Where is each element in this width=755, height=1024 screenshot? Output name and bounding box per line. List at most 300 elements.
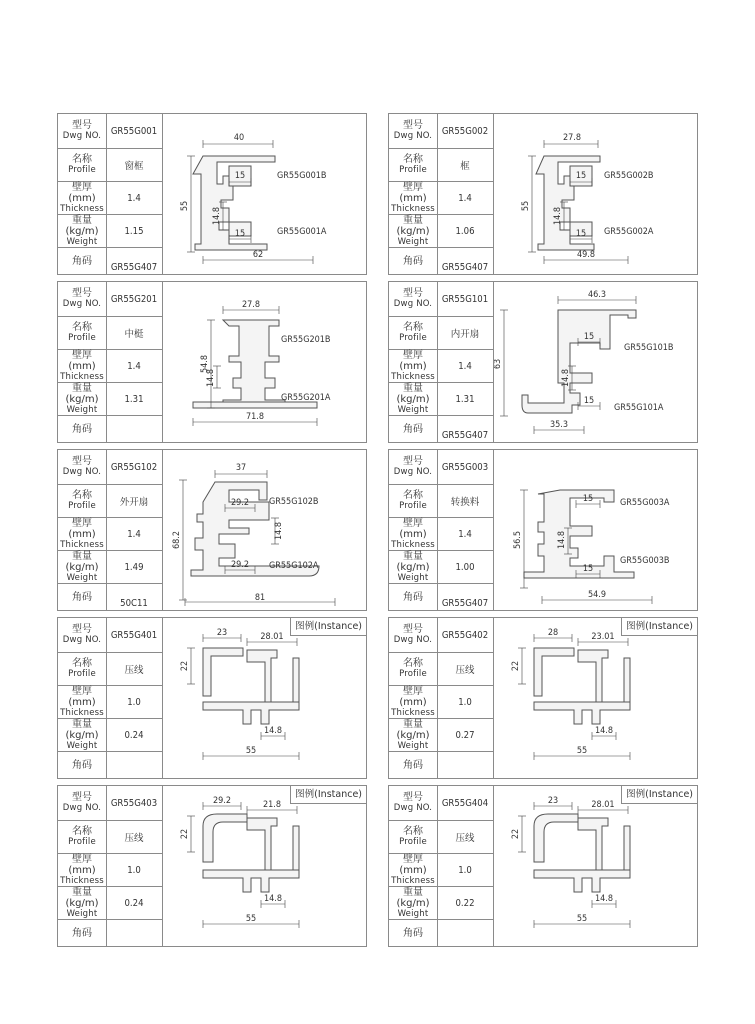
- spec-row-dwg: [389, 114, 493, 149]
- spec-label-profile: [389, 821, 438, 853]
- spec-label-code: [58, 920, 107, 947]
- spec-label-zh: 重量 (kg/m): [65, 382, 99, 405]
- spec-table: [58, 114, 163, 274]
- spec-row-thick: [389, 518, 493, 551]
- corner-code: [437, 752, 493, 779]
- part-label-a: GR55G102A: [269, 561, 319, 571]
- dim-a: 23: [216, 628, 228, 638]
- weight-value: 0.22: [455, 897, 475, 909]
- spec-row-profile: [389, 317, 493, 350]
- dim-inner-2: 15: [234, 229, 246, 239]
- dim-height: 56.5: [513, 530, 523, 550]
- spec-label-thick: [58, 854, 107, 886]
- profile-card: [388, 281, 698, 443]
- spec-label-zh: 壁厚 (mm): [68, 685, 96, 708]
- spec-label-zh: 重量 (kg/m): [396, 550, 430, 573]
- spec-label-zh: 型号: [403, 456, 423, 467]
- dim-top-width: 37: [235, 463, 247, 473]
- dim-top-width: 46.3: [587, 290, 607, 300]
- spec-label-dwg: [58, 786, 107, 820]
- part-label-a: GR55G001A: [277, 227, 327, 237]
- spec-label-en: Thickness: [60, 371, 104, 382]
- spec-row-thick: [58, 518, 162, 551]
- dim-gap: 14.8: [263, 726, 283, 736]
- spec-label-en: Thickness: [391, 875, 435, 886]
- spec-row-profile: [58, 149, 162, 182]
- spec-label-profile: [58, 485, 107, 517]
- spec-row-weight: [58, 215, 162, 248]
- part-label-b: GR55G003B: [620, 556, 670, 566]
- spec-label-profile: [389, 149, 438, 181]
- spec-label-weight: [389, 719, 438, 751]
- spec-label-en: Thickness: [60, 539, 104, 550]
- spec-row-code: [58, 416, 162, 443]
- profile-section-shape: [203, 648, 243, 696]
- spec-table: [58, 618, 163, 778]
- profile-drawing-svg: [494, 786, 697, 946]
- dim-bottom: 35.3: [549, 420, 569, 430]
- spec-label-en: Thickness: [391, 539, 435, 550]
- spec-label-en: Dwg NO.: [393, 803, 433, 813]
- spec-label-thick: [58, 182, 107, 214]
- part-label-b: GR55G102B: [269, 497, 319, 507]
- spec-row-profile: [58, 485, 162, 518]
- dim-inner-2: 29.2: [230, 560, 250, 570]
- dim-gap: 14.8: [553, 206, 563, 226]
- dim-height: 63: [494, 358, 503, 370]
- profile-name: 窗框: [124, 161, 144, 172]
- spec-label-dwg: [389, 282, 438, 316]
- spec-row-thick: [58, 854, 162, 887]
- spec-label-en: Dwg NO.: [393, 299, 433, 309]
- spec-label-zh: 名称: [403, 490, 423, 501]
- spec-row-dwg: [58, 282, 162, 317]
- spec-label-zh: 壁厚 (mm): [399, 181, 427, 204]
- spec-row-weight: [58, 719, 162, 752]
- spec-row-profile: [58, 821, 162, 854]
- spec-row-code: [58, 752, 162, 779]
- spec-table: [389, 282, 494, 442]
- spec-label-en: Dwg NO.: [393, 467, 433, 477]
- dim-height: 55: [521, 200, 531, 212]
- profile-drawing-svg: [494, 282, 697, 442]
- spec-label-thick: [58, 686, 107, 718]
- spec-label-thick: [389, 854, 438, 886]
- dwg-number: GR55G404: [441, 797, 489, 809]
- spec-label-zh: 角码: [72, 256, 92, 267]
- dwg-number: GR55G102: [110, 461, 158, 473]
- spec-label-zh: 型号: [403, 288, 423, 299]
- profile-card: [57, 281, 367, 443]
- corner-code: [106, 920, 162, 947]
- dim-h: 22: [511, 660, 521, 672]
- profile-section-shape: [624, 658, 630, 702]
- dwg-number: GR55G402: [441, 629, 489, 641]
- dim-bottom: 55: [245, 746, 257, 756]
- profile-drawing: [163, 114, 366, 274]
- spec-label-en: Dwg NO.: [62, 299, 102, 309]
- spec-row-dwg: [389, 450, 493, 485]
- wall-thickness: 1.4: [127, 360, 141, 372]
- spec-label-en: Weight: [66, 404, 98, 415]
- spec-label-en: Weight: [397, 572, 429, 583]
- spec-label-weight: [58, 551, 107, 583]
- profile-section-shape: [578, 650, 608, 702]
- spec-row-weight: [389, 719, 493, 752]
- wall-thickness: 1.0: [127, 864, 141, 876]
- spec-label-en: Thickness: [60, 707, 104, 718]
- spec-label-zh: 壁厚 (mm): [399, 853, 427, 876]
- spec-label-en: Dwg NO.: [62, 131, 102, 141]
- profile-drawing-svg: [163, 282, 366, 442]
- dim-inner: 15: [575, 171, 587, 181]
- profile-section-shape: [293, 658, 299, 702]
- corner-code: [106, 416, 162, 443]
- spec-row-code: [58, 584, 162, 611]
- profile-card: [57, 449, 367, 611]
- spec-label-en: Weight: [66, 908, 98, 919]
- part-label-a: GR55G002A: [604, 227, 654, 237]
- corner-code: GR55G407: [441, 262, 489, 273]
- spec-label-weight: [389, 887, 438, 919]
- spec-row-dwg: [58, 618, 162, 653]
- dim-bottom: 55: [576, 914, 588, 924]
- spec-label-dwg: [389, 786, 438, 820]
- spec-row-dwg: [58, 450, 162, 485]
- spec-label-en: Dwg NO.: [62, 635, 102, 645]
- spec-label-zh: 型号: [403, 792, 423, 803]
- profile-card: [388, 617, 698, 779]
- weight-value: 1.00: [455, 561, 475, 573]
- spec-row-code: [58, 248, 162, 275]
- profile-card: [57, 617, 367, 779]
- spec-label-thick: [389, 518, 438, 550]
- dim-a: 29.2: [212, 796, 232, 806]
- spec-label-en: Thickness: [60, 203, 104, 214]
- spec-label-weight: [389, 383, 438, 415]
- dim-bottom: 54.9: [587, 590, 607, 600]
- profile-drawing: [163, 450, 366, 610]
- dim-bottom: 71.8: [245, 412, 265, 422]
- spec-label-profile: [58, 821, 107, 853]
- profile-section-shape: [624, 826, 630, 870]
- spec-label-dwg: [58, 114, 107, 148]
- spec-label-zh: 重量 (kg/m): [65, 550, 99, 573]
- profile-name: 框: [460, 161, 470, 172]
- profile-card: [388, 785, 698, 947]
- profile-section-shape: [534, 814, 578, 862]
- dim-gap: 14.8: [594, 726, 614, 736]
- dim-gap: 14.8: [561, 368, 571, 388]
- spec-label-dwg: [58, 282, 107, 316]
- profile-drawing: [163, 618, 366, 778]
- spec-row-code: [389, 920, 493, 947]
- spec-label-zh: 壁厚 (mm): [399, 349, 427, 372]
- spec-label-zh: 型号: [72, 456, 92, 467]
- wall-thickness: 1.4: [458, 360, 472, 372]
- dwg-number: GR55G403: [110, 797, 158, 809]
- profile-drawing: [494, 786, 697, 946]
- spec-row-dwg: [389, 786, 493, 821]
- spec-label-zh: 壁厚 (mm): [68, 181, 96, 204]
- spec-label-en: Thickness: [391, 371, 435, 382]
- dim-inner: 29.2: [230, 498, 250, 508]
- spec-label-thick: [58, 518, 107, 550]
- profile-drawing-svg: [494, 114, 697, 274]
- dim-inner-2: 15: [582, 564, 594, 574]
- profile-drawing-svg: [163, 450, 366, 610]
- spec-label-profile: [58, 317, 107, 349]
- spec-row-thick: [58, 182, 162, 215]
- spec-label-en: Profile: [68, 501, 96, 511]
- corner-code: GR55G407: [441, 430, 489, 441]
- weight-value: 1.31: [455, 393, 475, 405]
- spec-row-profile: [58, 317, 162, 350]
- dim-bottom: 55: [576, 746, 588, 756]
- spec-label-zh: 重量 (kg/m): [65, 886, 99, 909]
- spec-label-zh: 型号: [72, 624, 92, 635]
- spec-row-weight: [58, 383, 162, 416]
- spec-row-dwg: [389, 618, 493, 653]
- dim-b: 23.01: [591, 632, 615, 642]
- spec-label-zh: 角码: [403, 760, 423, 771]
- spec-label-zh: 重量 (kg/m): [396, 214, 430, 237]
- spec-label-zh: 角码: [72, 928, 92, 939]
- spec-label-zh: 壁厚 (mm): [68, 517, 96, 540]
- spec-label-en: Profile: [399, 837, 427, 847]
- spec-label-dwg: [389, 618, 438, 652]
- dim-top-width: 27.8: [241, 300, 261, 310]
- spec-label-zh: 重量 (kg/m): [396, 886, 430, 909]
- profile-section-shape: [247, 650, 277, 702]
- spec-label-en: Profile: [399, 333, 427, 343]
- spec-label-zh: 角码: [72, 592, 92, 603]
- spec-label-code: [58, 752, 107, 779]
- corner-code: GR55G407: [110, 262, 158, 273]
- dim-top-width: 40: [233, 133, 245, 143]
- part-label-b: GR55G101B: [624, 343, 674, 353]
- corner-code: [106, 752, 162, 779]
- spec-label-zh: 名称: [403, 658, 423, 669]
- wall-thickness: 1.0: [127, 696, 141, 708]
- profile-section-shape: [203, 814, 247, 862]
- profile-section-shape: [578, 818, 608, 870]
- weight-value: 0.27: [455, 729, 475, 741]
- spec-label-en: Thickness: [391, 203, 435, 214]
- dim-gap: 14.8: [206, 368, 216, 388]
- profile-section-shape: [223, 320, 285, 406]
- part-label-a: GR55G003A: [620, 498, 670, 508]
- spec-label-zh: 名称: [72, 322, 92, 333]
- spec-label-zh: 型号: [72, 288, 92, 299]
- dwg-number: GR55G003: [441, 461, 489, 473]
- dwg-number: GR55G001: [110, 125, 158, 137]
- spec-label-en: Weight: [397, 404, 429, 415]
- profile-name: 转换料: [450, 497, 480, 508]
- spec-label-zh: 壁厚 (mm): [399, 517, 427, 540]
- profile-name: 压线: [124, 833, 144, 844]
- dim-height: 55: [180, 200, 190, 212]
- wall-thickness: 1.4: [458, 528, 472, 540]
- dim-gap: 14.8: [263, 894, 283, 904]
- dim-h: 22: [180, 660, 190, 672]
- profile-name: 外开扇: [119, 497, 149, 508]
- spec-label-zh: 角码: [72, 760, 92, 771]
- wall-thickness: 1.0: [458, 864, 472, 876]
- spec-row-thick: [58, 350, 162, 383]
- dwg-number: GR55G401: [110, 629, 158, 641]
- spec-row-profile: [389, 821, 493, 854]
- spec-table: [389, 786, 494, 946]
- dim-bottom: 62: [252, 250, 264, 260]
- spec-label-en: Profile: [399, 165, 427, 175]
- spec-label-en: Profile: [399, 501, 427, 511]
- instance-tag: 图例(Instance): [290, 786, 366, 804]
- part-label-a: GR55G201A: [281, 393, 331, 403]
- spec-row-dwg: [58, 114, 162, 149]
- spec-label-thick: [389, 182, 438, 214]
- wall-thickness: 1.4: [127, 528, 141, 540]
- wall-thickness: 1.4: [458, 192, 472, 204]
- spec-row-weight: [58, 551, 162, 584]
- dim-height: 68.2: [172, 530, 182, 550]
- spec-label-zh: 名称: [72, 490, 92, 501]
- spec-table: [389, 114, 494, 274]
- spec-label-en: Profile: [68, 669, 96, 679]
- spec-label-weight: [389, 215, 438, 247]
- dim-a: 23: [547, 796, 559, 806]
- weight-value: 1.49: [124, 561, 144, 573]
- spec-label-zh: 名称: [72, 154, 92, 165]
- corner-code: 50C11: [120, 598, 148, 609]
- spec-label-en: Dwg NO.: [62, 467, 102, 477]
- spec-label-weight: [58, 887, 107, 919]
- profile-drawing-svg: [163, 114, 366, 274]
- spec-row-weight: [389, 551, 493, 584]
- spec-label-weight: [58, 215, 107, 247]
- spec-label-zh: 重量 (kg/m): [396, 718, 430, 741]
- spec-label-en: Profile: [399, 669, 427, 679]
- spec-label-code: [389, 920, 438, 947]
- dim-b: 28.01: [591, 800, 615, 810]
- profile-section-shape: [522, 310, 636, 413]
- spec-row-thick: [389, 686, 493, 719]
- profile-section-shape: [534, 870, 630, 892]
- part-label-b: GR55G201B: [281, 335, 331, 345]
- profile-drawing-svg: [494, 450, 697, 610]
- wall-thickness: 1.0: [458, 696, 472, 708]
- profile-drawing: [163, 282, 366, 442]
- dim-bottom: 49.8: [576, 250, 596, 260]
- spec-label-en: Weight: [66, 572, 98, 583]
- spec-label-zh: 壁厚 (mm): [68, 349, 96, 372]
- spec-label-zh: 壁厚 (mm): [399, 685, 427, 708]
- spec-label-weight: [389, 551, 438, 583]
- spec-row-thick: [389, 854, 493, 887]
- spec-label-zh: 型号: [403, 120, 423, 131]
- spec-label-en: Profile: [68, 837, 96, 847]
- spec-label-dwg: [389, 114, 438, 148]
- profile-name: 中梃: [124, 329, 144, 340]
- instance-tag: 图例(Instance): [621, 618, 697, 636]
- spec-label-zh: 型号: [72, 792, 92, 803]
- spec-label-zh: 角码: [403, 256, 423, 267]
- part-label-a: GR55G101A: [614, 403, 664, 413]
- spec-row-code: [389, 584, 493, 611]
- spec-label-en: Thickness: [60, 875, 104, 886]
- spec-label-dwg: [58, 450, 107, 484]
- spec-label-dwg: [389, 450, 438, 484]
- profile-section-shape: [203, 702, 299, 724]
- spec-row-code: [389, 248, 493, 275]
- spec-label-zh: 名称: [72, 658, 92, 669]
- wall-thickness: 1.4: [127, 192, 141, 204]
- profile-drawing-svg: [163, 786, 366, 946]
- spec-label-thick: [58, 350, 107, 382]
- weight-value: 0.24: [124, 729, 144, 741]
- spec-label-code: [389, 416, 438, 443]
- spec-label-profile: [389, 485, 438, 517]
- spec-table: [389, 618, 494, 778]
- dim-bottom: 55: [245, 914, 257, 924]
- dim-gap: 14.8: [274, 521, 284, 541]
- spec-label-code: [389, 584, 438, 611]
- profile-name: 压线: [455, 665, 475, 676]
- dim-gap: 14.8: [594, 894, 614, 904]
- dwg-number: GR55G201: [110, 293, 158, 305]
- dim-h: 22: [511, 828, 521, 840]
- spec-label-weight: [58, 383, 107, 415]
- spec-label-profile: [389, 317, 438, 349]
- profile-drawing-svg: [163, 618, 366, 778]
- spec-label-zh: 角码: [403, 424, 423, 435]
- spec-label-zh: 角码: [403, 592, 423, 603]
- profile-drawing: [494, 450, 697, 610]
- dwg-number: GR55G101: [441, 293, 489, 305]
- weight-value: 1.31: [124, 393, 144, 405]
- spec-row-dwg: [389, 282, 493, 317]
- spec-table: [389, 450, 494, 610]
- dim-inner: 15: [582, 494, 594, 504]
- spec-label-zh: 型号: [403, 624, 423, 635]
- corner-code: GR55G407: [441, 598, 489, 609]
- spec-label-weight: [58, 719, 107, 751]
- corner-code: [437, 920, 493, 947]
- spec-label-en: Dwg NO.: [393, 635, 433, 645]
- profile-drawing: [494, 282, 697, 442]
- profile-drawing: [494, 114, 697, 274]
- profile-card: [388, 113, 698, 275]
- profile-name: 压线: [124, 665, 144, 676]
- spec-label-en: Profile: [68, 165, 96, 175]
- spec-label-code: [58, 416, 107, 443]
- spec-row-weight: [58, 887, 162, 920]
- spec-label-code: [389, 752, 438, 779]
- spec-label-zh: 名称: [403, 826, 423, 837]
- spec-label-zh: 角码: [403, 928, 423, 939]
- profile-section-shape: [534, 702, 630, 724]
- spec-label-en: Thickness: [391, 707, 435, 718]
- profile-drawing-svg: [494, 618, 697, 778]
- profile-name: 压线: [455, 833, 475, 844]
- spec-label-thick: [389, 686, 438, 718]
- spec-label-zh: 重量 (kg/m): [396, 382, 430, 405]
- spec-label-en: Weight: [397, 908, 429, 919]
- spec-table: [58, 282, 163, 442]
- profile-section-shape: [293, 826, 299, 870]
- spec-label-profile: [58, 653, 107, 685]
- dwg-number: GR55G002: [441, 125, 489, 137]
